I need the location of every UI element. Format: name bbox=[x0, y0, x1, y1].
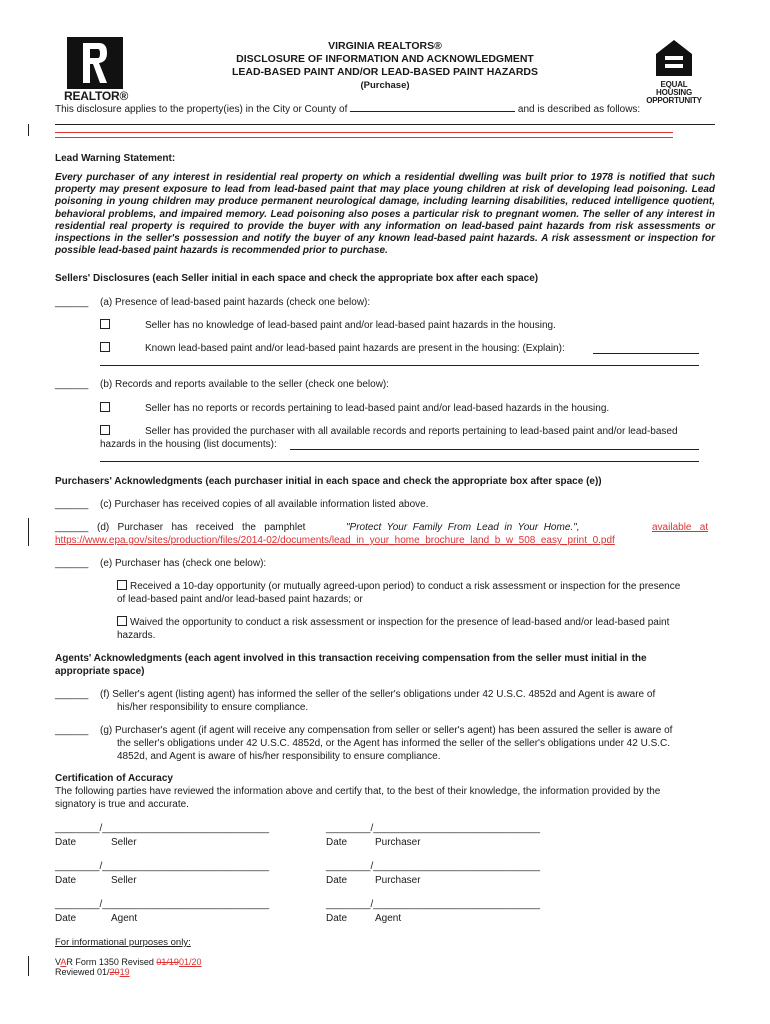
agent-initial-f[interactable]: ______ bbox=[55, 689, 89, 700]
explain-field[interactable] bbox=[593, 353, 699, 354]
purchaser-initial-d[interactable]: ______ bbox=[55, 522, 89, 533]
eho-text-2: OPPORTUNITY bbox=[646, 96, 702, 105]
option-e1-text-2: of lead-based paint and/or lead-based paint hazards; or bbox=[117, 594, 363, 605]
purchaser-label: Purchaser bbox=[375, 875, 421, 886]
seller-label: Seller bbox=[111, 837, 137, 848]
margin-change-bar-3 bbox=[28, 956, 29, 976]
purchaser-initial-e[interactable]: ______ bbox=[55, 558, 89, 569]
form-revised: R Form 1350 Revised bbox=[66, 957, 157, 967]
purchasers-heading: Purchasers' Acknowledgments (each purchaser initial in each space and check the appropriate box after space (e)) bbox=[55, 476, 602, 487]
item-b-label: (b) Records and reports available to the seller (check one below): bbox=[100, 379, 390, 390]
item-f-text: (f) Seller's agent (listing agent) has informed the seller of the seller's obligations under 42 U.S.C. 4852d and Agent is aware of bbox=[100, 689, 656, 700]
item-a-label: (a) Presence of lead-based paint hazards (check one below): bbox=[100, 297, 371, 308]
item-e-label: (e) Purchaser has (check one below): bbox=[100, 558, 267, 569]
option-a1-text: Seller has no knowledge of lead-based paint and/or lead-based paint hazards in the housing. bbox=[145, 320, 556, 331]
margin-change-bar bbox=[28, 124, 29, 136]
pamphlet-title: "Protect Your Family From Lead in Your Home.", bbox=[346, 522, 580, 533]
form-inserted: A bbox=[60, 957, 67, 967]
item-g-text: (g) Purchaser's agent (if agent will receive any compensation from seller or seller's agent) has been assured the seller is aware of bbox=[100, 725, 673, 736]
agent-initial-g[interactable]: ______ bbox=[55, 725, 89, 736]
eho-text-1: EQUAL HOUSING bbox=[656, 80, 692, 97]
agent-label: Agent bbox=[111, 913, 138, 924]
seller-initial-b[interactable]: ______ bbox=[55, 379, 89, 390]
seller-initial-a[interactable]: ______ bbox=[55, 297, 89, 308]
lead-warning-body: Every purchaser of any interest in residential real property on which a residential dwelling was built prior to 1978 is notified that such property may present exposure to lead from lead-based paint that may place young children at risk of developing lead poisoning. Lead poisoning in young children may produce permanent neurological damage, including learning disabilities, reduced intelligence quotient, behavioral problems, and impaired memory. Lead poisoning also poses a particular risk to pregnant women. The seller of any interest in residential real property is required to provide the buyer with any information on lead-based paint hazards from risk assessments or inspections in the seller's possession and notify the buyer of any known lead-based paint hazards. A risk assessment or inspection for possible lead-based paint hazards is recommended prior to purchase. bbox=[55, 172, 715, 257]
deleted-line-2 bbox=[55, 137, 673, 138]
date-label: Date bbox=[326, 875, 348, 886]
checkbox-e2[interactable] bbox=[117, 616, 127, 626]
title-association: VIRGINIA REALTORS® bbox=[328, 40, 442, 52]
certification-body: The following parties have reviewed the information above and certify that, to the best of their knowledge, the information provided by the bbox=[55, 786, 661, 797]
option-b2-text-2: hazards in the housing (list documents): bbox=[100, 439, 277, 450]
option-b2-text: Seller has provided the purchaser with all available records and reports pertaining to lead-based paint and/or lead-based bbox=[145, 426, 678, 437]
option-e2-text: Waived the opportunity to conduct a risk assessment or inspection for the presence of lead-based and/or lead-based paint bbox=[130, 617, 670, 628]
item-d-label: (d) Purchaser has received the pamphlet bbox=[97, 522, 306, 533]
reviewed-prefix: Reviewed 01/ bbox=[55, 967, 110, 977]
option-a2-text: Known lead-based paint and/or lead-based paint hazards are present in the housing: (Explain): bbox=[145, 343, 565, 354]
date-label: Date bbox=[55, 913, 77, 924]
epa-pamphlet-link[interactable]: https://www.epa.gov/sites/production/files/2014-02/documents/lead_in_your_home_brochure_land_b_w_508_easy_print_0.pdf bbox=[55, 535, 615, 546]
property-intro bbox=[55, 102, 640, 116]
sellers-heading: Sellers' Disclosures (each Seller initial in each space and check the appropriate box after each space) bbox=[55, 273, 539, 284]
date-label: Date bbox=[326, 837, 348, 848]
item-f-text-2: his/her responsibility to ensure compliance. bbox=[117, 702, 309, 713]
item-g-text-2: the seller's obligations under 42 U.S.C. 4852d, or the Agent has informed the seller of the seller's obligations under 42 U.S.C. bbox=[117, 738, 671, 749]
certification-body-2: signatory is true and accurate. bbox=[55, 799, 189, 810]
purchaser-initial-c[interactable]: ______ bbox=[55, 499, 89, 510]
checkbox-e1[interactable] bbox=[117, 580, 127, 590]
item-g-text-3: 4852d, and Agent is aware of his/her responsibility to ensure compliance. bbox=[117, 751, 441, 762]
agents-heading-2: appropriate space) bbox=[55, 666, 145, 677]
seller-signature-line-2[interactable]: ________/______________________________ bbox=[55, 861, 270, 872]
available-at-text: available at bbox=[652, 522, 709, 533]
purchaser-signature-line-2[interactable]: ________/______________________________ bbox=[326, 861, 541, 872]
checkbox-a1[interactable] bbox=[100, 319, 110, 329]
city-county-field[interactable] bbox=[350, 102, 515, 112]
realtor-wordmark: REALTOR® bbox=[64, 89, 129, 103]
certification-heading: Certification of Accuracy bbox=[55, 773, 173, 784]
property-description-line[interactable] bbox=[55, 124, 715, 125]
reviewed-date bbox=[55, 966, 130, 979]
explain-field-2[interactable] bbox=[100, 365, 699, 366]
option-e1-text: Received a 10-day opportunity (or mutually agreed-upon period) to conduct a risk assessment or inspection for the presence bbox=[130, 581, 681, 592]
margin-change-bar-2 bbox=[28, 518, 29, 546]
option-e2-text-2: hazards. bbox=[117, 630, 156, 641]
purchaser-label: Purchaser bbox=[375, 837, 421, 848]
item-c-label: (c) Purchaser has received copies of all available information listed above. bbox=[100, 499, 429, 510]
option-b1-text: Seller has no reports or records pertaining to lead-based paint and/or lead-based hazards in the housing. bbox=[145, 403, 610, 414]
lead-warning-heading: Lead Warning Statement: bbox=[55, 153, 176, 164]
title-purchase: (Purchase) bbox=[360, 80, 410, 91]
date-label: Date bbox=[326, 913, 348, 924]
checkbox-b2[interactable] bbox=[100, 425, 110, 435]
documents-field[interactable] bbox=[290, 449, 699, 450]
date-label: Date bbox=[55, 875, 77, 886]
title-disclosure: DISCLOSURE OF INFORMATION AND ACKNOWLEDGMENT bbox=[236, 53, 534, 65]
reviewed-new: 19 bbox=[119, 967, 130, 977]
agent-signature-line-2[interactable]: ________/______________________________ bbox=[326, 899, 541, 910]
property-text-before: This disclosure applies to the property(ies) in the City or County of bbox=[55, 104, 348, 115]
date-label: Date bbox=[55, 837, 77, 848]
checkbox-a2[interactable] bbox=[100, 342, 110, 352]
deleted-line-1 bbox=[55, 132, 673, 133]
reviewed-old: 20 bbox=[109, 967, 120, 977]
seller-label: Seller bbox=[111, 875, 137, 886]
form-old-date: 01/19 bbox=[156, 957, 179, 967]
checkbox-b1[interactable] bbox=[100, 402, 110, 412]
title-lead-paint: LEAD-BASED PAINT AND/OR LEAD-BASED PAINT HAZARDS bbox=[231, 66, 539, 78]
property-text-after: and is described as follows: bbox=[517, 104, 641, 115]
form-new-date: 01/20 bbox=[178, 957, 202, 967]
form-prefix: V bbox=[55, 957, 61, 967]
agent-signature-line-1[interactable]: ________/______________________________ bbox=[55, 899, 270, 910]
documents-field-2[interactable] bbox=[100, 461, 699, 462]
agents-heading: Agents' Acknowledgments (each agent involved in this transaction receiving compensation from the seller must initial in the bbox=[55, 653, 647, 664]
seller-signature-line-1[interactable]: ________/______________________________ bbox=[55, 823, 270, 834]
agent-label: Agent bbox=[375, 913, 402, 924]
purchaser-signature-line-1[interactable]: ________/______________________________ bbox=[326, 823, 541, 834]
informational-note: For informational purposes only: bbox=[55, 937, 191, 948]
